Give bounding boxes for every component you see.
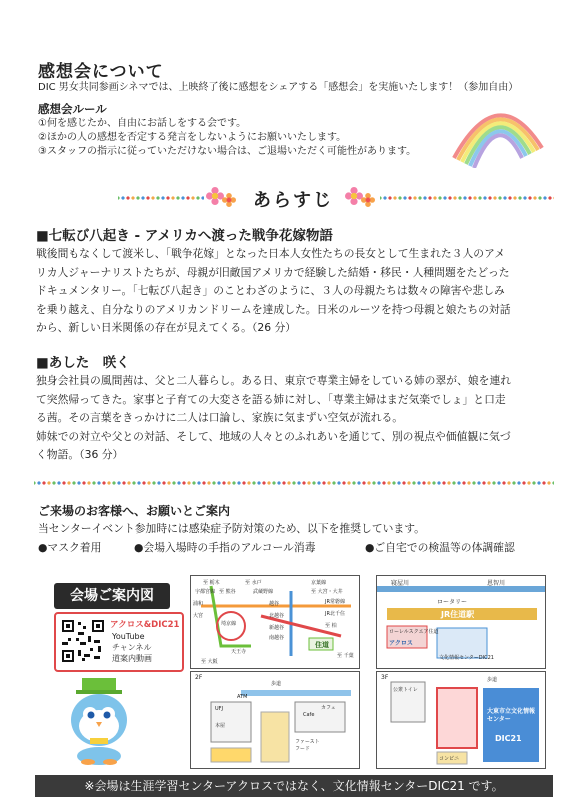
map1-label: 浦和 xyxy=(193,601,204,607)
map1-label: 至 千葉 xyxy=(337,653,354,659)
map2-label: ローレルスクエア住道 xyxy=(389,629,439,635)
map2-label: 文化情報センターDIC21 xyxy=(439,655,494,661)
mascot-icon xyxy=(60,674,138,766)
qr-caption-line: チャンネル xyxy=(112,643,152,652)
qr-code-icon xyxy=(60,618,106,664)
qr-caption-line: YouTube xyxy=(112,632,145,641)
map3-label: 歩道 xyxy=(271,681,282,687)
map1-label: 宇都宮線 xyxy=(195,589,216,595)
film2-description xyxy=(36,372,556,465)
map1-label: 至 熊谷 xyxy=(219,589,236,595)
flower-icon xyxy=(222,193,236,207)
rule-2: ②ほかの人の感想を否定する発言をしないようにお願いいたします。 xyxy=(38,132,347,143)
route-map xyxy=(190,575,360,669)
dot-divider xyxy=(34,480,554,486)
rule-3: ③スタッフの指示に従っていただけない場合は、ご退場いただく可能性があります。 xyxy=(38,146,417,157)
film2-line: て突然帰ってきた。家事と子育ての大変さを語る姉に対し、「専業主婦はまだ気楽でしょ」と口走 xyxy=(36,392,506,406)
map4-label: 3F xyxy=(381,674,389,681)
map2-label: アクロス xyxy=(389,640,413,647)
map2-station: JR住道駅 xyxy=(441,610,475,619)
synopsis-heading: あらすじ xyxy=(253,190,333,211)
map1-label: 至 水戸 xyxy=(245,580,262,586)
map3-label: Cafe xyxy=(303,712,315,718)
film2-title: ■あした 咲く xyxy=(36,355,130,371)
rules-title: 感想会ルール xyxy=(38,102,107,116)
map3-label: 本屋 xyxy=(215,723,226,729)
section-title-kansoukai: 感想会について xyxy=(38,62,164,82)
film1-line: から、新しい日米関係の存在が見えてくる。（26 分） xyxy=(36,321,297,335)
film2-line: 姉妹での対立や父との対話、そして、地域の人々とのふれあいを通じて、別の視点や価値観に気づ xyxy=(36,429,511,443)
map3-label: UFJ xyxy=(215,706,224,712)
station-map xyxy=(376,575,546,669)
rainbow-icon xyxy=(448,88,548,168)
map1-label: 北越谷 xyxy=(269,613,285,619)
film1-title: ■七転び八起き - アメリカへ渡った戦争花嫁物語 xyxy=(36,228,333,244)
film1-line: ドキュメンタリー。「七転び八起き」のことわざのように、３人の母親たちは数々の障害や悲しみ xyxy=(36,284,505,298)
map1-label: 埼京線 xyxy=(221,621,237,627)
map4-label: 歩道 xyxy=(487,677,498,683)
flower-icon xyxy=(361,193,375,207)
dot-divider-right xyxy=(380,195,554,201)
film1-line: を乗り越え、自分なりのアメリカンドリームを達成した。日米のルーツを持つ母親と娘たちの対話 xyxy=(36,302,511,316)
map1-label: 大宮 xyxy=(193,613,204,619)
map2-label: 恩智川 xyxy=(487,580,506,587)
film2-line: く物語。（36 分） xyxy=(36,448,124,462)
qr-caption-line: 道案内動画 xyxy=(112,654,152,663)
map4-dic21: DIC21 xyxy=(495,734,522,743)
notice-item-mask: ●マスク着用 xyxy=(38,541,102,554)
map1-label: JR北千住 xyxy=(325,611,345,617)
map3-label: 2F xyxy=(195,674,203,681)
map4-label: 公衆トイレ xyxy=(393,687,418,693)
map1-label: 新越谷 xyxy=(269,625,285,631)
film2-line: 独身会社員の風間茜は、父と二人暮らし。ある日、東京で専業主婦をしている姉の翠が、娘を連れ xyxy=(36,374,512,387)
map1-label: 至 柏 xyxy=(325,623,337,629)
film1-description xyxy=(36,245,556,338)
youtube-qr-card[interactable] xyxy=(54,612,184,672)
dot-divider-left xyxy=(118,195,204,201)
qr-brand: アクロス&DIC21 xyxy=(110,620,180,630)
map1-label: 至 大宮・大井 xyxy=(311,589,343,595)
notice-item-temperature: ●ご自宅での検温等の体調確認 xyxy=(365,541,515,554)
map1-label: 京葉線 xyxy=(311,580,327,586)
map4-label: コンビニ xyxy=(439,756,460,762)
map3-label: ファースト フード xyxy=(295,739,320,752)
film1-line: リカ人ジャーナリストたちが、母親が旧敵国アメリカで経験した結婚・移民・人種問題をたどった xyxy=(36,265,510,279)
map1-label: 至 栃木 xyxy=(203,580,220,586)
venue-footer-notice: ※会場は生涯学習センターアクロスではなく、文化情報センターDIC21 です。 xyxy=(35,775,553,797)
film1-line: 戦後間もなくして渡米し、「戦争花嫁」となった日本人女性たちの長女として生まれた３人のアメ xyxy=(36,247,506,260)
floor-map-3f xyxy=(376,671,546,769)
map1-label: JR常磐線 xyxy=(325,599,345,605)
floor-map-2f xyxy=(190,671,360,769)
rule-1: ①何を感じたか、自由にお話しをする会です。 xyxy=(38,118,247,129)
map3-label: カフェ xyxy=(321,705,336,711)
notice-title: ご来場のお客様へ、お願いとご案内 xyxy=(38,504,231,518)
map2-label: 寝屋川 xyxy=(391,580,410,587)
qr-caption xyxy=(112,631,152,664)
map1-station: 住道 xyxy=(315,641,329,649)
film2-line: る茜。その言葉をきっかけに二人は口論し、家族に気まずい空気が流れる。 xyxy=(36,411,404,425)
guide-title: 会場ご案内図 xyxy=(54,583,170,609)
map1-label: 越谷 xyxy=(269,601,280,607)
notice-item-alcohol: ●会場入場時の手指のアルコール消毒 xyxy=(134,541,316,554)
notice-text: 当センターイベント参加時には感染症予防対策のため、以下を推奨しています。 xyxy=(38,522,425,535)
map4-center: 大東市立文化情報センター xyxy=(487,708,536,723)
map3-label: ATM xyxy=(237,694,248,700)
map1-label: 至 大阪 xyxy=(201,659,218,665)
map1-label: 武蔵野線 xyxy=(253,589,274,595)
map1-label: 天王寺 xyxy=(231,649,247,655)
kansoukai-intro: DIC 男女共同参画シネマでは、上映終了後に感想をシェアする「感想会」を実施いたします！（参加自由） xyxy=(38,82,519,93)
map2-label: ロータリー xyxy=(437,599,468,606)
map1-label: 南越谷 xyxy=(269,635,285,641)
